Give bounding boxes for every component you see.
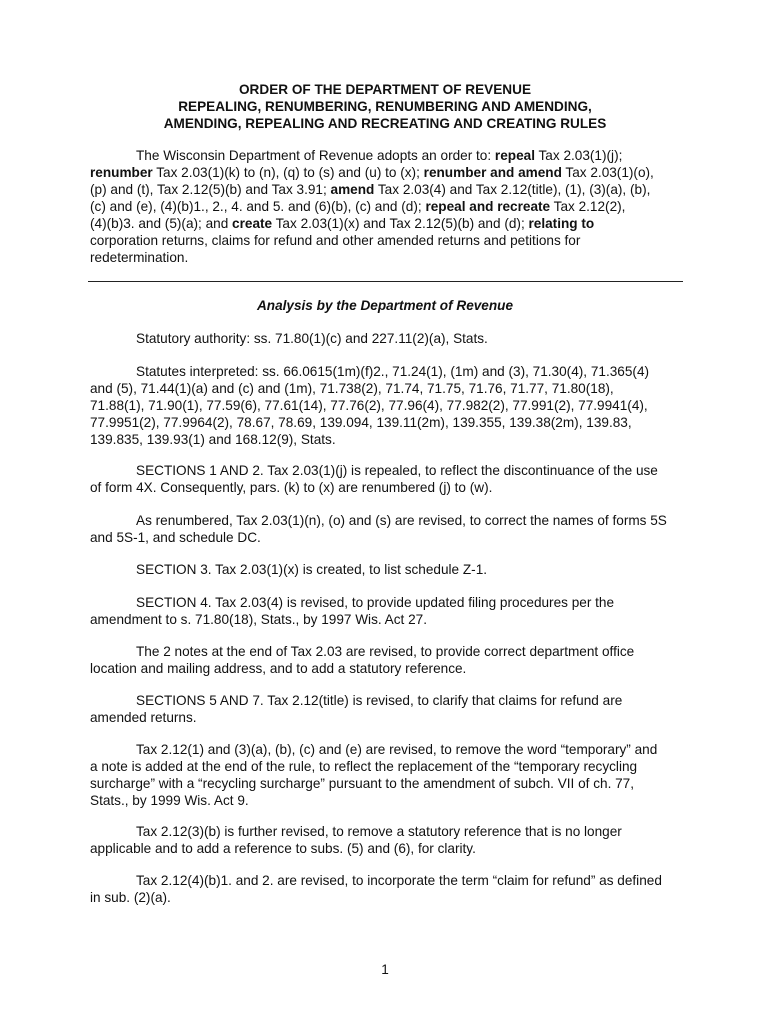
intro-paragraph: The Wisconsin Department of Revenue adopts an order to: repeal Tax 2.03(1)(j); renumber Tax 2.03(1)(k) to (n), (q) to (s) and (u) to (x); renumber and amend Tax 2.03(1)(o), (p) and (t), Tax 2.12(5)(b) and Tax 3.91; amend Tax 2.03(4) and Tax 2.12(title), (1), (3)(a), (b), (c) and (e), (4)(b)1., 2., 4. and 5. and (6)(b), (c) and (d); repeal and recreate Tax 2.12(2), (4)(b)3. and (5)(a); and create Tax 2.03(1)(x) and Tax 2.12(5)(b) and (d); relating to corporation returns, claims for refund and other amended returns and petitions for redetermination.	[90, 148, 654, 265]
analysis-heading: Analysis by the Department of Revenue	[256, 298, 514, 313]
analysis-paragraph: SECTIONS 1 AND 2. Tax 2.03(1)(j) is repealed, to reflect the discontinuance of the use of form 4X. Consequently, pars. (k) to (x) are renumbered (j) to (w).	[90, 463, 658, 495]
analysis-paragraph: The 2 notes at the end of Tax 2.03 are revised, to provide correct department office location and mailing address, and to add a statutory reference.	[90, 644, 635, 676]
analysis-paragraph: Tax 2.12(1) and (3)(a), (b), (c) and (e) are revised, to remove the word “temporary” and a note is added at the end of the rule, to reflect the replacement of the “temporary recycling surcharge” with a “recycling surcharge” pursuant to the amendment of subch. VII of ch. 77, Stats., by 1999 Wis. Act 9.	[90, 742, 658, 808]
analysis-paragraph: Statutory authority: ss. 71.80(1)(c) and 227.11(2)(a), Stats.	[136, 331, 488, 346]
analysis-paragraph: As renumbered, Tax 2.03(1)(n), (o) and (s) are revised, to correct the names of forms 5S and 5S-1, and schedule DC.	[90, 513, 667, 545]
analysis-paragraph: Tax 2.12(3)(b) is further revised, to remove a statutory reference that is no longer applicable and to add a reference to subs. (5) and (6), for clarity.	[90, 824, 622, 856]
analysis-paragraph: SECTION 3. Tax 2.03(1)(x) is created, to list schedule Z-1.	[136, 562, 488, 577]
title-line: REPEALING, RENUMBERING, RENUMBERING AND AMENDING,	[178, 99, 592, 114]
document-title	[0, 81, 770, 132]
analysis-paragraph: Tax 2.12(4)(b)1. and 2. are revised, to incorporate the term “claim for refund” as defined in sub. (2)(a).	[90, 873, 662, 905]
title-line: ORDER OF THE DEPARTMENT OF REVENUE	[238, 82, 532, 97]
title-line: AMENDING, REPEALING AND RECREATING AND CREATING RULES	[163, 116, 607, 131]
horizontal-divider	[88, 281, 683, 282]
analysis-paragraph: SECTION 4. Tax 2.03(4) is revised, to provide updated filing procedures per the amendment to s. 71.80(18), Stats., by 1997 Wis. Act 27.	[90, 595, 615, 627]
page-number: 1	[381, 962, 389, 977]
analysis-paragraph: SECTIONS 5 AND 7. Tax 2.12(title) is revised, to clarify that claims for refund are amended returns.	[90, 693, 623, 725]
analysis-paragraph: Statutes interpreted: ss. 66.0615(1m)(f)2., 71.24(1), (1m) and (3), 71.30(4), 71.365(4) and (5), 71.44(1)(a) and (c) and (1m), 71.738(2), 71.74, 71.75, 71.76, 71.77, 71.80(18), 71.88(1), 71.90(1), 77.59(6), 77.61(14), 77.76(2), 77.96(4), 77.982(2), 77.991(2), 77.9941(4), 77.9951(2), 77.9964(2), 78.67, 78.69, 139.094, 139.11(2m), 139.355, 139.38(2m), 139.83, 139.835, 139.93(1) and 168.12(9), Stats.	[90, 364, 650, 447]
